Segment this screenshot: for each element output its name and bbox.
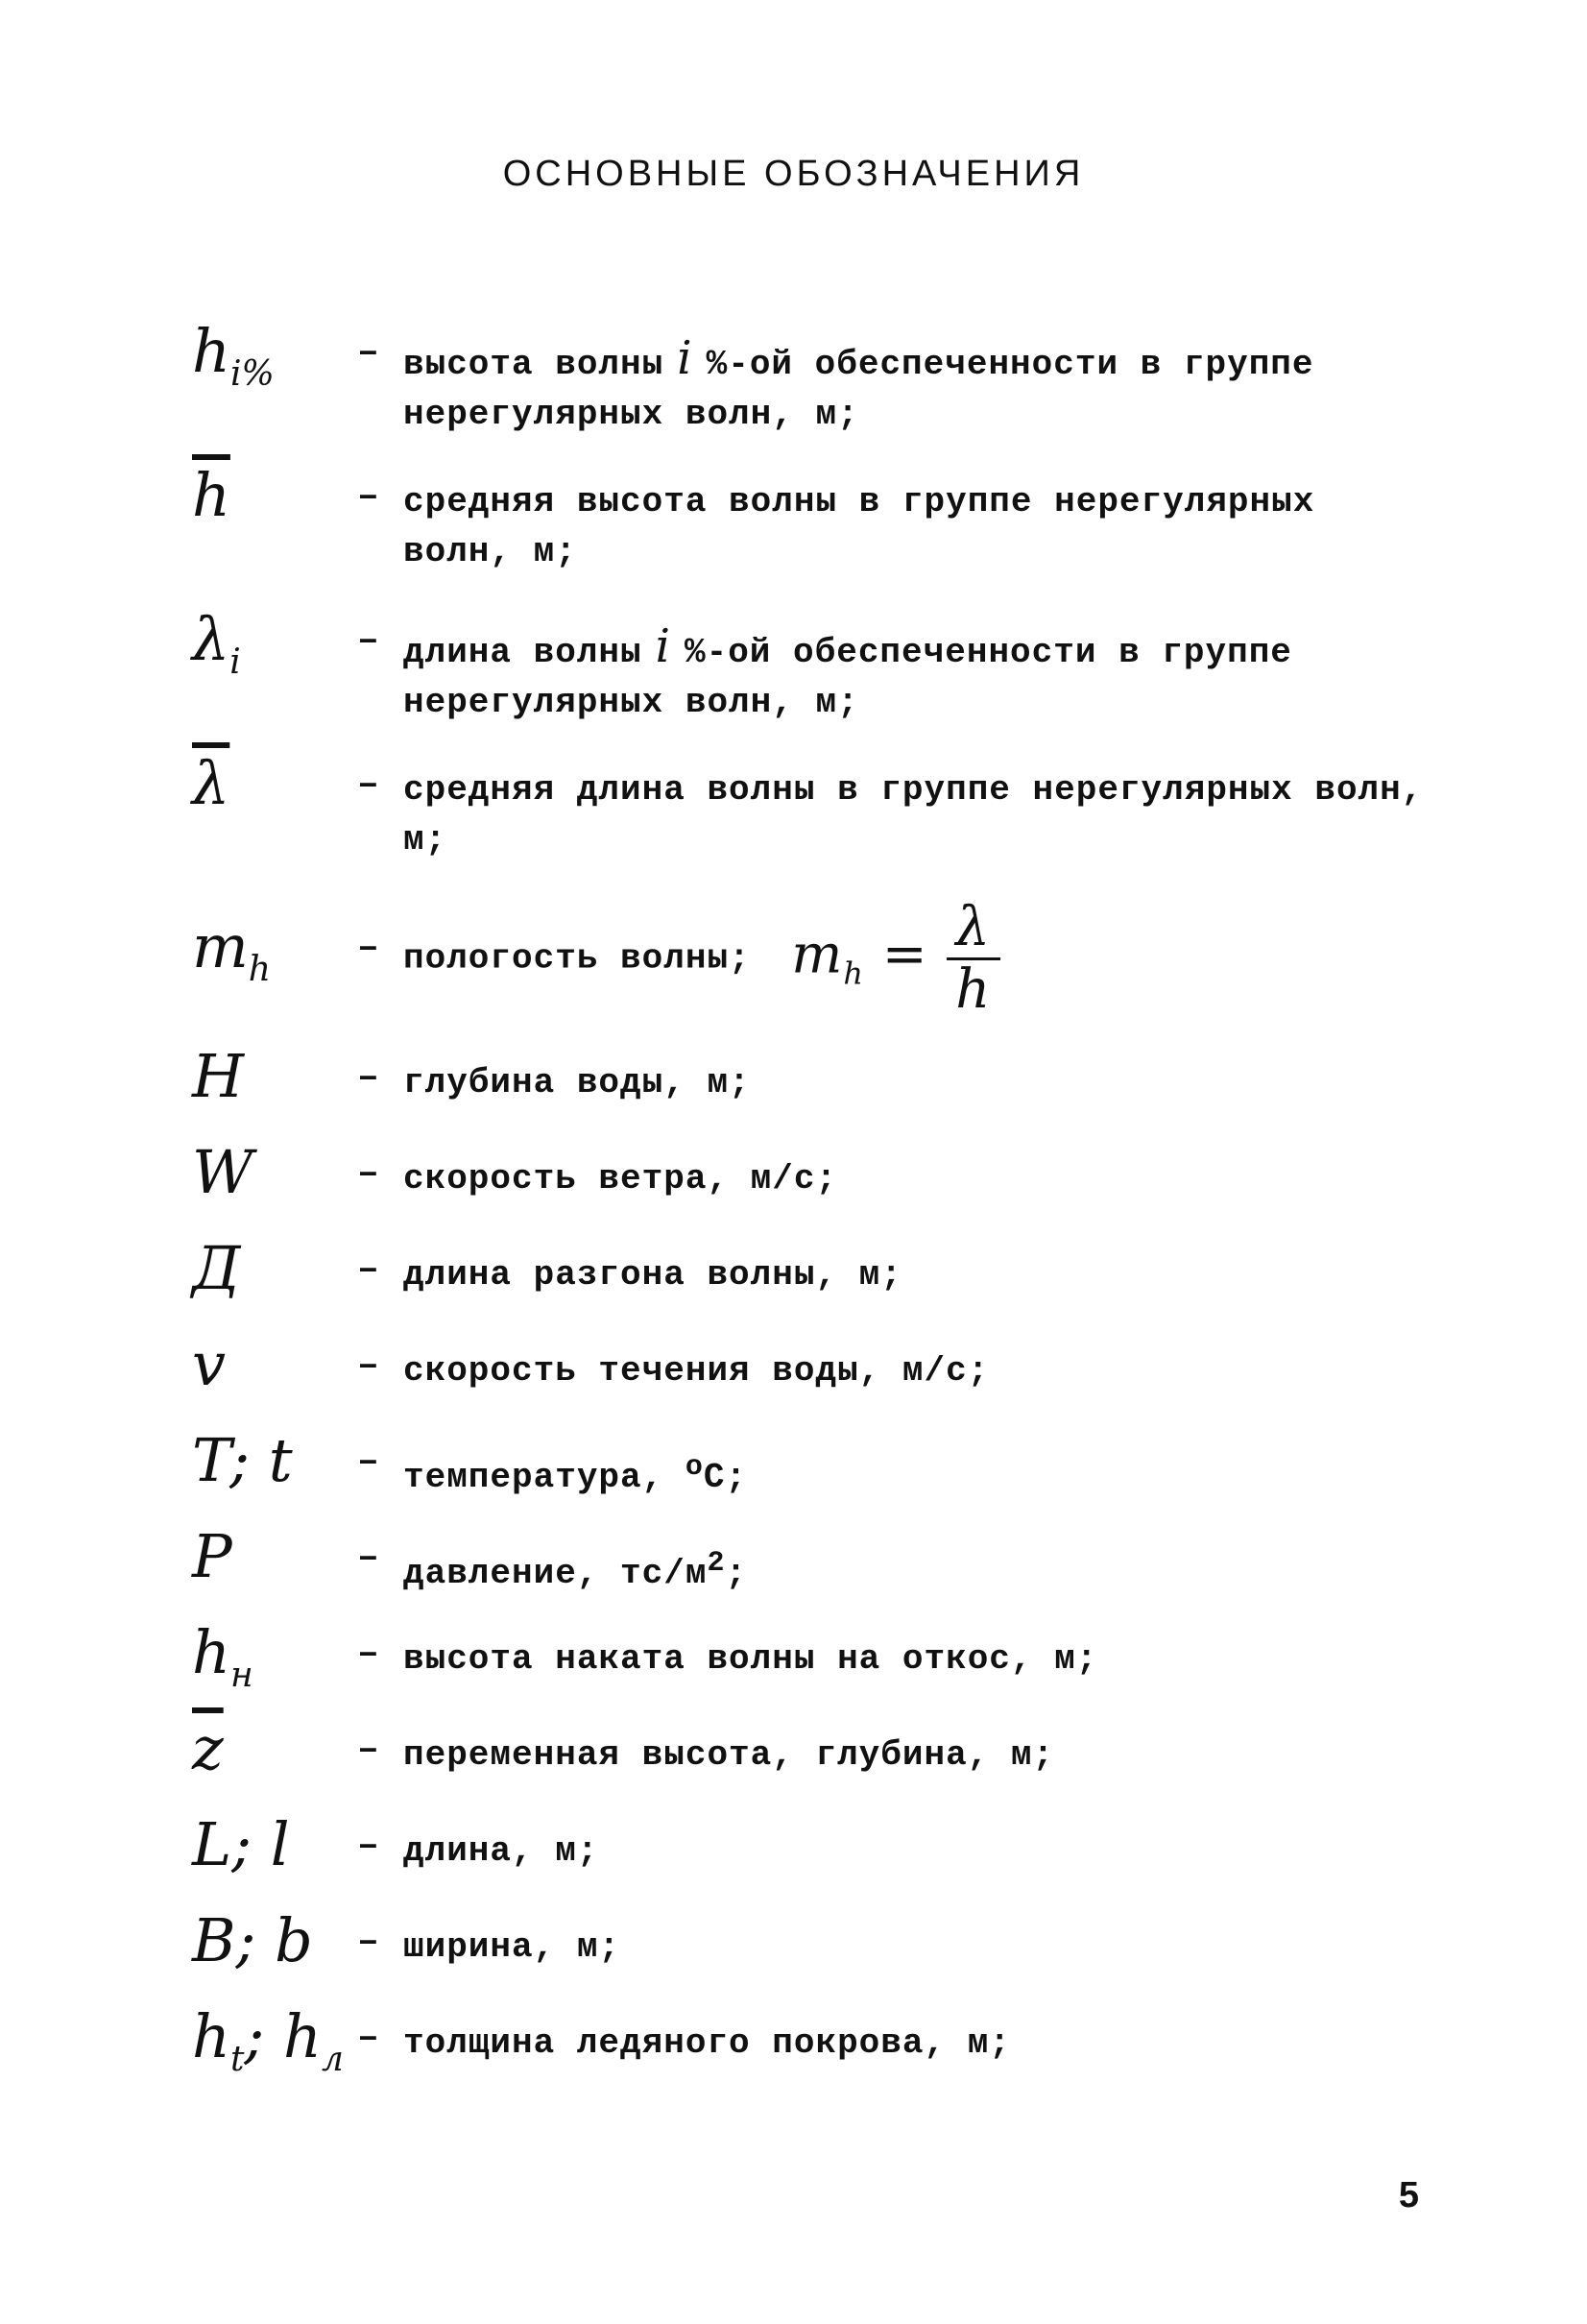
steepness-formula: $m_h$ = $\frac{\lambda}{h}$ <box>791 898 1000 1019</box>
symbol-lambda-i: $\lambda_i$ <box>192 604 241 682</box>
dash: – <box>357 1153 379 1195</box>
dash: – <box>357 332 379 374</box>
symbol-H: H <box>192 1041 245 1111</box>
notation-description: длина, м; <box>403 1831 599 1871</box>
dash: – <box>357 1441 379 1483</box>
symbol-z: $\overline{z}$ <box>192 1713 224 1783</box>
symbol-B-b: B; b <box>192 1905 313 1975</box>
dash: – <box>357 1537 379 1579</box>
dash: – <box>357 620 379 662</box>
dash: – <box>357 1730 379 1771</box>
symbol-L-l: L; l <box>192 1809 290 1879</box>
symbol-m-h: $m_h$ <box>192 911 271 989</box>
dash: – <box>357 476 379 518</box>
symbol-T-t: T; t <box>192 1425 293 1495</box>
page-number: 5 <box>1398 2175 1419 2215</box>
notation-description: длина разгона волны, м; <box>403 1255 902 1295</box>
notation-description: переменная высота, глубина, м; <box>403 1735 1055 1775</box>
notation-description: средняя длина волны в группе нерегулярных волн, м; <box>403 770 1424 859</box>
notation-description: пологость волны; $m_h$ = $\frac{\lambda}{h}$ <box>403 898 1440 1019</box>
page-title: ОСНОВНЫЕ ОБОЗНАЧЕНИЯ <box>502 154 1085 194</box>
dash: – <box>357 1057 379 1099</box>
notation-description: скорость течения воды, м/с; <box>403 1351 990 1391</box>
dash: – <box>357 1345 379 1387</box>
symbol-h-run-up: $h_н$ <box>192 1617 253 1695</box>
symbol-v: v <box>192 1329 227 1399</box>
dash: – <box>357 1922 379 1963</box>
dash: – <box>357 1249 379 1291</box>
notation-description: температура, $^o$С; <box>403 1451 748 1497</box>
symbol-h-i-percent: $h_{i\%}$ <box>192 316 275 394</box>
symbol-lambda-mean: $\overline{\lambda}$ <box>192 748 230 818</box>
symbol-D: Д <box>192 1233 241 1303</box>
notation-description: скорость ветра, м/с; <box>403 1159 838 1198</box>
notation-description: глубина воды, м; <box>403 1063 751 1102</box>
notation-description: средняя высота волны в группе нерегулярных волн, м; <box>403 482 1315 571</box>
notation-description: толщина ледяного покрова, м; <box>403 2023 1011 2063</box>
notation-description: давление, $тс/м^2$; <box>403 1547 748 1593</box>
dash: – <box>357 928 379 969</box>
symbol-P: P <box>192 1521 232 1591</box>
dash: – <box>357 764 379 806</box>
symbol-h-ice: $h_t$; $h_л$ <box>192 2001 344 2079</box>
notation-description: ширина, м; <box>403 1927 621 1967</box>
notation-description: высота волны i %-ой обеспеченности в группе нерегулярных волн, м; <box>403 331 1314 434</box>
symbol-W: W <box>192 1137 253 1207</box>
symbol-h-mean: $\overline{h}$ <box>192 460 230 530</box>
notation-description: длина волны i %-ой обеспеченности в группе нерегулярных волн, м; <box>403 619 1292 722</box>
dash: – <box>357 1634 379 1675</box>
dash: – <box>357 2018 379 2059</box>
dash: – <box>357 1826 379 1867</box>
notation-description: высота наката волны на откос, м; <box>403 1639 1098 1679</box>
